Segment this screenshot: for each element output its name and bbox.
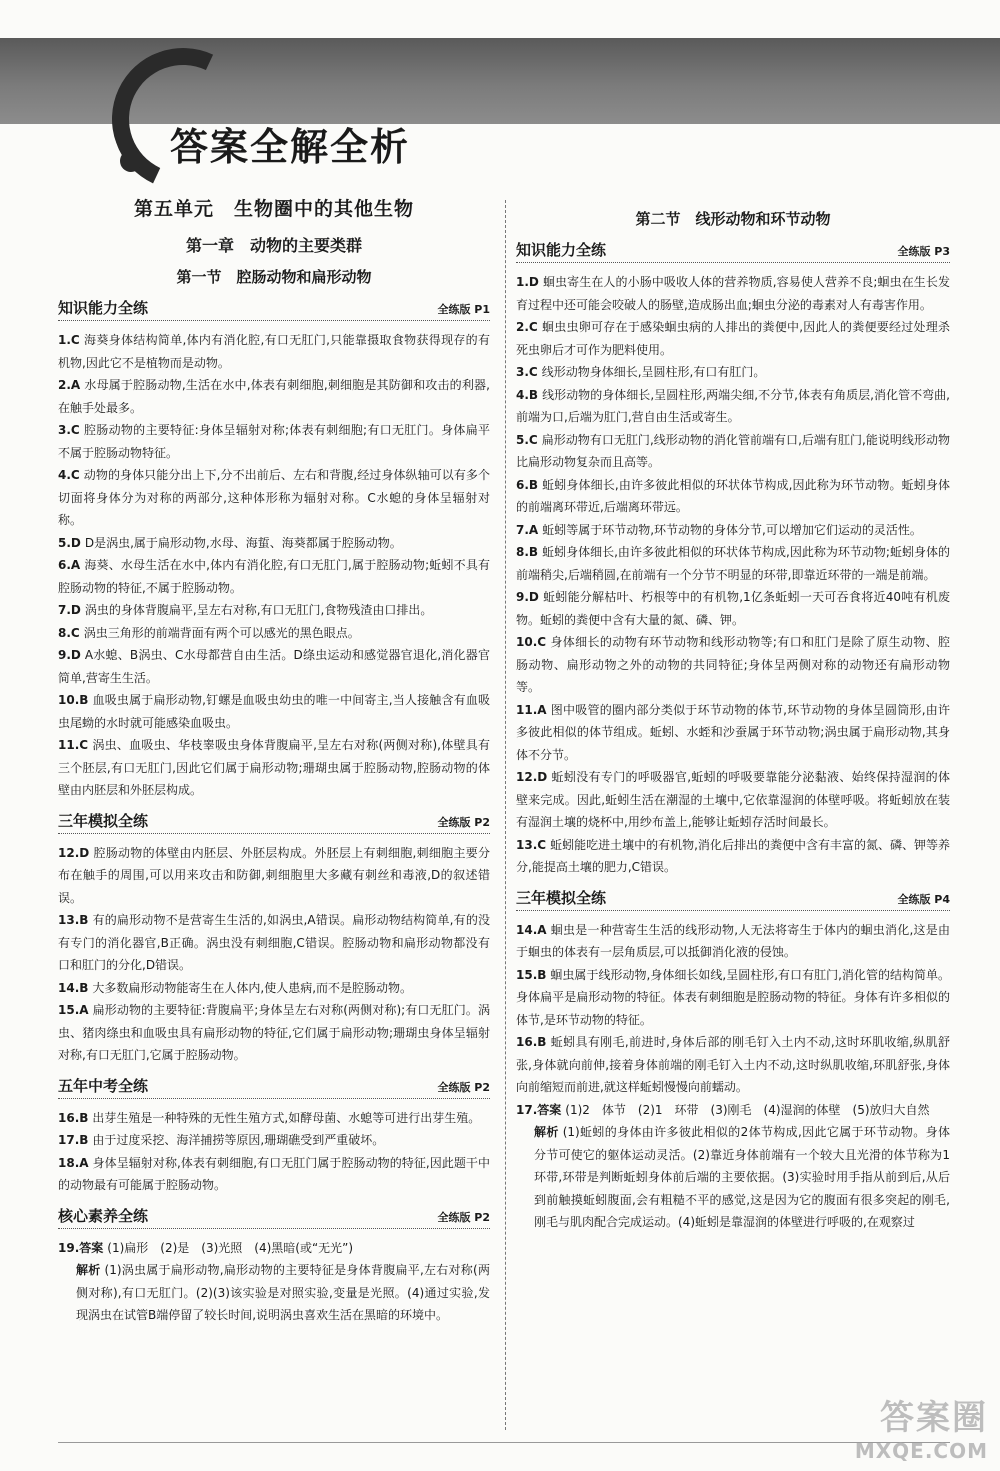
answer-text: 蚯蚓能分解枯叶、朽根等中的有机物,1亿条蚯蚓一天可吞食将近40吨有机废物。蚯蚓的粪便中含有大量的氮、磷、钾。 — [516, 590, 950, 627]
answer-number: 13.B — [58, 913, 89, 927]
decorative-dot-icon — [120, 150, 142, 172]
answer-text: 出芽生殖是一种特殊的无性生殖方式,如酵母菌、水螅等可进行出芽生殖。 — [92, 1110, 481, 1125]
chapter-title: 第一章 动物的主要类群 — [185, 236, 362, 255]
answer-number: 2.A — [58, 378, 81, 392]
section-header-version: 全练版 P2 — [437, 1080, 490, 1094]
answer-text: 海葵身体结构简单,体内有消化腔,有口无肛门,只能靠摄取食物获得现存的有机物,因此它不是植物而是动物。 — [58, 333, 490, 370]
answer-text: 蛔虫是一种营寄生生活的线形动物,人无法将寄生于体内的蛔虫消化,这是由于蛔虫的体表有一层角质层,可以抵御消化液的侵蚀。 — [516, 922, 950, 959]
answer-number: 9.D — [58, 648, 81, 662]
answer-number: 15.A — [58, 1003, 89, 1017]
answer-item — [58, 554, 490, 599]
section-header-name: 知识能力全练 — [58, 299, 149, 317]
answer-text: 有的扁形动物不是营寄生生活的,如涡虫,A错误。扁形动物结构简单,有的没有专门的消化器官,B正确。涡虫没有刺细胞,C错误。腔肠动物和扁形动物都没有口和肛门的分化,D错误。 — [58, 913, 490, 972]
answer-number: 15.B — [516, 967, 547, 982]
section-header-version: 全练版 P2 — [437, 815, 490, 829]
answer-text: 涡虫的身体背腹扁平,呈左右对称,有口无肛门,食物残渣由口排出。 — [84, 603, 433, 617]
answer-text: 扁形动物的主要特征:背腹扁平;身体呈左右对称(两侧对称);有口无肛门。涡虫、猪肉绦虫和血吸虫具有扁形动物的特征,它们属于扁形动物;珊瑚虫身体呈辐射对称,有口无肛门,它属于腔肠动物。 — [58, 1003, 490, 1062]
answer-number: 7.D — [58, 603, 81, 617]
answer-text: 蚯蚓等属于环节动物,环节动物的身体分节,可以增加它们运动的灵活性。 — [542, 522, 922, 537]
answer-text: 线形动物的身体细长,呈圆柱形,两端尖细,不分节,体表有角质层,消化管不弯曲,前端为口,后端为肛门,营自由生活或寄生。 — [516, 387, 950, 424]
answer-number: 3.C — [516, 365, 538, 379]
answer-text: 蚯蚓没有专门的呼吸器官,蚯蚓的呼吸要靠能分泌黏液、始终保持湿润的体壁来完成。因此,蚯蚓生活在潮湿的土壤中,它依靠湿润的体壁呼吸。将蚯蚓放在装有湿润土壤的烧杯中,用纱布盖上,能够让蚯蚓存活时间最长。 — [516, 770, 950, 829]
answer-number: 12.D — [58, 845, 90, 860]
answer-text: 身体细长的动物有环节动物和线形动物等;有口和肛门是除了原生动物、腔肠动物、扁形动物之外的动物的共同特征;身体呈两侧对称的动物还有扁形动物等。 — [516, 635, 950, 694]
section-header — [58, 1075, 490, 1099]
answer-item — [516, 316, 950, 361]
answer-text: A水螅、B涡虫、C水母都营自由生活。D绦虫运动和感觉器官退化,消化器官简单,营寄生生活。 — [58, 648, 490, 685]
answer-text: 腔肠动物的主要特征:身体呈辐射对称;体表有刺细胞;有口无肛门。身体扁平不属于腔肠动物特征。 — [58, 423, 490, 460]
answer-text: 动物的身体只能分出上下,分不出前后、左右和背腹,经过身体纵轴可以有多个切面将身体分为对称的两部分,这种体形称为辐射对称。C水螅的身体呈辐射对称。 — [58, 468, 490, 527]
section-header — [516, 239, 950, 263]
answer-item — [516, 519, 950, 542]
left-answer-blocks — [58, 297, 490, 1327]
watermark-url: MXQE.COM — [854, 1439, 988, 1463]
answer-number: 14.A — [516, 922, 547, 937]
section-header — [58, 810, 490, 834]
answer-item — [516, 1031, 950, 1099]
answer-text: 蚯蚓身体细长,由许多彼此相似的环状体节构成,因此称为环节动物。蚯蚓身体的前端离环带近,后端离环带远。 — [516, 477, 950, 514]
answer-item — [516, 699, 950, 767]
answer-number: 8.B — [516, 545, 539, 559]
right-answer-blocks — [516, 239, 950, 1234]
answer-item — [516, 1121, 950, 1234]
answer-item — [58, 644, 490, 689]
answer-item — [516, 361, 950, 384]
answer-number: 16.B — [516, 1035, 547, 1049]
answer-number: 解析 — [534, 1125, 559, 1139]
answer-item — [58, 842, 490, 910]
answer-item — [516, 384, 950, 429]
answer-item — [516, 429, 950, 474]
answer-text: D是涡虫,属于扁形动物,水母、海蜇、海葵都属于腔肠动物。 — [84, 535, 402, 550]
section-header — [58, 297, 490, 321]
answer-item — [516, 834, 950, 879]
answer-number: 16.B — [58, 1110, 89, 1125]
column-divider — [505, 200, 506, 1430]
answer-item — [58, 909, 490, 977]
answer-text: 蛔虫寄生在人的小肠中吸收人体的营养物质,容易使人营养不良;蛔虫在生长发育过程中还可能会咬破人的肠壁,造成肠出血;蛔虫分泌的毒素对人有毒害作用。 — [516, 275, 950, 312]
answer-text: 蚯蚓具有刚毛,前进时,身体后部的刚毛钉入土内不动,这时环肌收缩,纵肌舒张,身体就向前伸,接着身体前端的刚毛钉入土内不动,这时纵肌收缩,环肌舒张,身体向前缩短而前进,就这样蚯蚓慢慢向前蠕动。 — [516, 1035, 950, 1094]
answer-number: 11.A — [516, 702, 547, 717]
answer-item — [58, 532, 490, 555]
section-header-name: 五年中考全练 — [58, 1076, 149, 1095]
section-header-version: 全练版 P2 — [437, 1210, 490, 1224]
answer-text: (1)涡虫属于扁形动物,扁形动物的主要特征是身体背腹扁平,左右对称(两侧对称),有口无肛门。(2)(3)该实验是对照实验,变量是光照。(4)通过实验,发现涡虫在试管B端停留了较长时间,说明涡虫喜欢生活在黑暗的环境中。 — [76, 1263, 490, 1322]
answer-text: 蚯蚓身体细长,由许多彼此相似的环状体节构成,因此称为环节动物;蚯蚓身体的前端稍尖,后端稍圆,在前端有一个分节不明显的环带,即靠近环带的一端是前端。 — [516, 545, 950, 582]
section-header-name: 知识能力全练 — [516, 241, 607, 259]
answer-number: 4.B — [516, 387, 539, 402]
answer-text: 线形动物身体细长,呈圆柱形,有口有肛门。 — [541, 365, 766, 379]
answer-text: 腔肠动物的体壁由内胚层、外胚层构成。外胚层上有刺细胞,刺细胞主要分布在触手的周围,可以用来攻击和防御,刺细胞里大多藏有刺丝和毒液,D的叙述错误。 — [58, 845, 490, 905]
answer-text: (1)蚯蚓的身体由许多彼此相似的2体节构成,因此它属于环节动物。身体分节可使它的躯体运动灵活。(2)靠近身体前端有一个较大且光滑的体节称为1环带,环带是判断蚯蚓身体前后端的主要依据。(3)实验时用手指从前到后,从后到前触摸蚯蚓腹面,会有粗糙不平的感觉,这是因为它的腹面有很多突起的刚毛,刚毛与肌肉配合完成运动。(4)蚯蚓是靠湿润的体壁进行呼吸的,在观察过 — [534, 1125, 950, 1229]
answer-number: 14.B — [58, 980, 89, 995]
answer-item — [58, 1237, 490, 1260]
answer-number: 10.B — [58, 693, 89, 707]
section-header-name: 三年模拟全练 — [58, 811, 149, 830]
answer-item — [516, 919, 950, 964]
answer-number: 2.C — [516, 320, 538, 334]
answer-text: 图中吸管的圈内部分类似于环节动物的体节,环节动物的身体呈圆筒形,由许多彼此相似的体节组成。蚯蚓、水蛭和沙蚕属于环节动物;涡虫属于扁形动物,其身体不分节。 — [516, 702, 950, 762]
answer-text: 蛔虫虫卵可存在于感染蛔虫病的人排出的粪便中,因此人的粪便要经过处理杀死虫卵后才可作为肥料使用。 — [516, 320, 950, 357]
section-title: 第二节 线形动物和环节动物 — [635, 210, 831, 228]
answer-item — [516, 964, 950, 1032]
answer-number: 5.C — [516, 432, 538, 447]
section-header-version: 全练版 P3 — [897, 245, 950, 258]
answer-number: 10.C — [516, 635, 547, 649]
answer-item — [58, 734, 490, 802]
answer-number: 7.A — [516, 522, 539, 537]
answer-item — [516, 766, 950, 834]
answer-text: 身体呈辐射对称,体表有刺细胞,有口无肛门属于腔肠动物的特征,因此题干中的动物最有可能属于腔肠动物。 — [58, 1155, 490, 1192]
answer-item — [58, 599, 490, 622]
section-header-name: 核心素养全练 — [58, 1206, 149, 1225]
answer-item — [58, 1129, 490, 1152]
section-header-version: 全练版 P1 — [437, 303, 490, 316]
answer-number: 5.D — [58, 535, 81, 550]
answer-item — [58, 464, 490, 532]
answer-item — [516, 586, 950, 631]
answer-item — [58, 329, 490, 374]
answer-number: 3.C — [58, 423, 80, 437]
answer-item — [58, 977, 490, 1000]
answer-text: 水母属于腔肠动物,生活在水中,体表有刺细胞,刺细胞是其防御和攻击的利器,在触手处最多。 — [58, 378, 490, 415]
answer-number: 解析 — [76, 1263, 101, 1277]
answer-text: 蛔虫属于线形动物,身体细长如线,呈圆柱形,有口有肛门,消化管的结构简单。身体扁平是扁形动物的特征。体表有刺细胞是腔肠动物的特征。身体有许多相似的体节,是环节动物的特征。 — [516, 967, 950, 1027]
answer-number: 13.C — [516, 837, 547, 852]
answer-number: 9.D — [516, 590, 539, 604]
bottom-rule — [58, 1442, 950, 1443]
answer-item — [58, 622, 490, 645]
answer-text: 蚯蚓能吃进土壤中的有机物,消化后排出的粪便中含有丰富的氮、磷、钾等养分,能提高土壤的肥力,C错误。 — [516, 837, 950, 874]
section-title: 第一节 腔肠动物和扁形动物 — [176, 268, 372, 286]
answer-item — [516, 1099, 950, 1122]
answer-number: 6.B — [516, 477, 539, 492]
answer-item — [58, 1107, 490, 1130]
answer-number: 1.D — [516, 275, 539, 289]
answer-text: 海葵、水母生活在水中,体内有消化腔,有口无肛门,属于腔肠动物;蚯蚓不具有腔肠动物的特征,不属于腔肠动物。 — [58, 558, 490, 595]
section-header-name: 三年模拟全练 — [516, 888, 607, 907]
watermark — [855, 1390, 988, 1463]
page-title: 答案全解全析 — [170, 125, 411, 169]
answer-item — [516, 271, 950, 316]
answer-item — [516, 541, 950, 586]
answer-item — [58, 1259, 490, 1327]
answer-text: 涡虫三角形的前端背面有两个可以感光的黑色眼点。 — [83, 625, 360, 640]
answer-item — [58, 999, 490, 1067]
answer-text: 涡虫、血吸虫、华枝睾吸虫身体背腹扁平,呈左右对称(两侧对称),体壁具有三个胚层,有口无肛门,因此它们属于扁形动物;珊瑚虫属于腔肠动物,腔肠动物的体壁由内胚层和外胚层构成。 — [58, 738, 490, 797]
answer-item — [516, 474, 950, 519]
answer-number: 17.答案 — [516, 1102, 562, 1117]
answer-text: 大多数扁形动物能寄生在人体内,使人患病,而不是腔肠动物。 — [92, 980, 413, 995]
answer-text: 血吸虫属于扁形动物,钉螺是血吸虫幼虫的唯一中间寄主,当人接触含有血吸虫尾蚴的水时就可能感染血吸虫。 — [58, 693, 490, 730]
answer-number: 11.C — [58, 738, 89, 752]
answer-item — [58, 374, 490, 419]
answer-item — [516, 631, 950, 699]
section-header — [516, 887, 950, 911]
section-header — [58, 1205, 490, 1229]
right-column — [516, 208, 950, 1234]
watermark-logo-text: 答案圈 — [880, 1398, 988, 1438]
answer-text: 由于过度采挖、海洋捕捞等原因,珊瑚礁受到严重破坏。 — [92, 1133, 385, 1147]
answer-item — [58, 689, 490, 734]
answer-number: 19.答案 — [58, 1240, 104, 1255]
left-column — [58, 190, 490, 1327]
answer-item — [58, 1152, 490, 1197]
answer-text: (1)扁形 (2)是 (3)光照 (4)黑暗(或“无光”) — [107, 1240, 354, 1255]
answer-number: 1.C — [58, 333, 80, 347]
answer-number: 6.A — [58, 558, 81, 572]
unit-title: 第五单元 生物圈中的其他生物 — [133, 198, 414, 220]
answer-item — [58, 419, 490, 464]
answer-number: 17.B — [58, 1133, 89, 1147]
answer-number: 4.C — [58, 468, 80, 482]
answer-text: 扁形动物有口无肛门,线形动物的消化管前端有口,后端有肛门,能说明线形动物比扁形动物复杂而且高等。 — [516, 432, 950, 469]
answer-number: 18.A — [58, 1155, 89, 1170]
answer-text: (1)2 体节 (2)1 环带 (3)刚毛 (4)湿润的体壁 (5)放归大自然 — [565, 1102, 930, 1117]
section-header-version: 全练版 P4 — [897, 892, 950, 906]
answer-number: 8.C — [58, 625, 80, 640]
answer-number: 12.D — [516, 770, 548, 784]
